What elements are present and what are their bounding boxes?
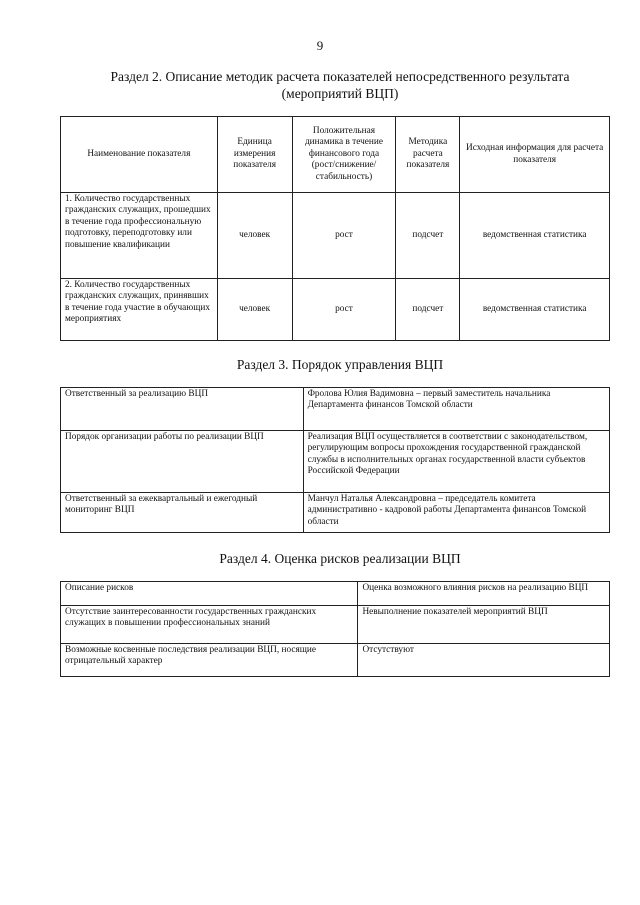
indicator-name: 2. Количество государственных гражданских служащих, принявших в течение года участие в обучающих мероприятиях (61, 279, 218, 341)
header-dynamics: Положительная динамика в течение финансового года (рост/снижение/ стабильность) (292, 117, 396, 193)
indicator-unit: человек (217, 279, 292, 341)
table-row (61, 279, 610, 341)
indicator-name: 1. Количество государственных гражданских служащих, прошедших в течение года профессиональную подготовку, переподготовку или повышение квалификации (61, 193, 218, 279)
management-value: Фролова Юлия Вадимовна – первый заместитель начальника Департамента финансов Томской области (303, 388, 609, 431)
risk-impact: Отсутствуют (358, 644, 610, 677)
indicator-dynamics: рост (292, 279, 396, 341)
indicator-method: подсчет (396, 279, 460, 341)
management-value: Манчул Наталья Александровна – председатель комитета административно - кадровой работы Департамента финансов Томской области (303, 493, 609, 533)
header-source: Исходная информация для расчета показателя (460, 117, 610, 193)
table-row (61, 431, 610, 493)
table-row (61, 193, 610, 279)
table-row (61, 644, 610, 677)
section2-title-line2: (мероприятий ВЦП) (281, 86, 399, 101)
risks-table (60, 581, 610, 677)
table-row (61, 606, 610, 644)
management-label: Ответственный за реализацию ВЦП (61, 388, 304, 431)
indicator-source: ведомственная статистика (460, 279, 610, 341)
management-label: Ответственный за ежеквартальный и ежегодный мониторинг ВЦП (61, 493, 304, 533)
page-number: 9 (316, 38, 324, 53)
section4-title: Раздел 4. Оценка рисков реализации ВЦП (219, 551, 461, 566)
risks-header-row (61, 582, 610, 606)
header-risk-description: Описание рисков (61, 582, 358, 606)
indicators-table (60, 116, 610, 341)
risk-description: Отсутствие заинтересованности государственных гражданских служащих в повышении профессиональных знаний (61, 606, 358, 644)
management-label: Порядок организации работы по реализации ВЦП (61, 431, 304, 493)
indicator-dynamics: рост (292, 193, 396, 279)
section2-title (60, 68, 620, 102)
indicator-method: подсчет (396, 193, 460, 279)
risk-description: Возможные косвенные последствия реализации ВЦП, носящие отрицательный характер (61, 644, 358, 677)
indicator-source: ведомственная статистика (460, 193, 610, 279)
header-risk-impact: Оценка возможного влияния рисков на реализацию ВЦП (358, 582, 610, 606)
management-value: Реализация ВЦП осуществляется в соответствии с законодательством, регулирующим вопросы прохождения государственной гражданской службы в исполнительных органах государственной власти субъектов Российской Федерации (303, 431, 609, 493)
section2-title-line1: Раздел 2. Описание методик расчета показателей непосредственного результата (110, 69, 570, 84)
indicator-unit: человек (217, 193, 292, 279)
section3-title: Раздел 3. Порядок управления ВЦП (236, 357, 444, 372)
risk-impact: Невыполнение показателей мероприятий ВЦП (358, 606, 610, 644)
management-table (60, 387, 610, 533)
header-indicator-name: Наименование показателя (61, 117, 218, 193)
header-method: Методика расчета показателя (396, 117, 460, 193)
table-row (61, 493, 610, 533)
indicators-header-row (61, 117, 610, 193)
header-unit: Единица измерения показателя (217, 117, 292, 193)
table-row (61, 388, 610, 431)
